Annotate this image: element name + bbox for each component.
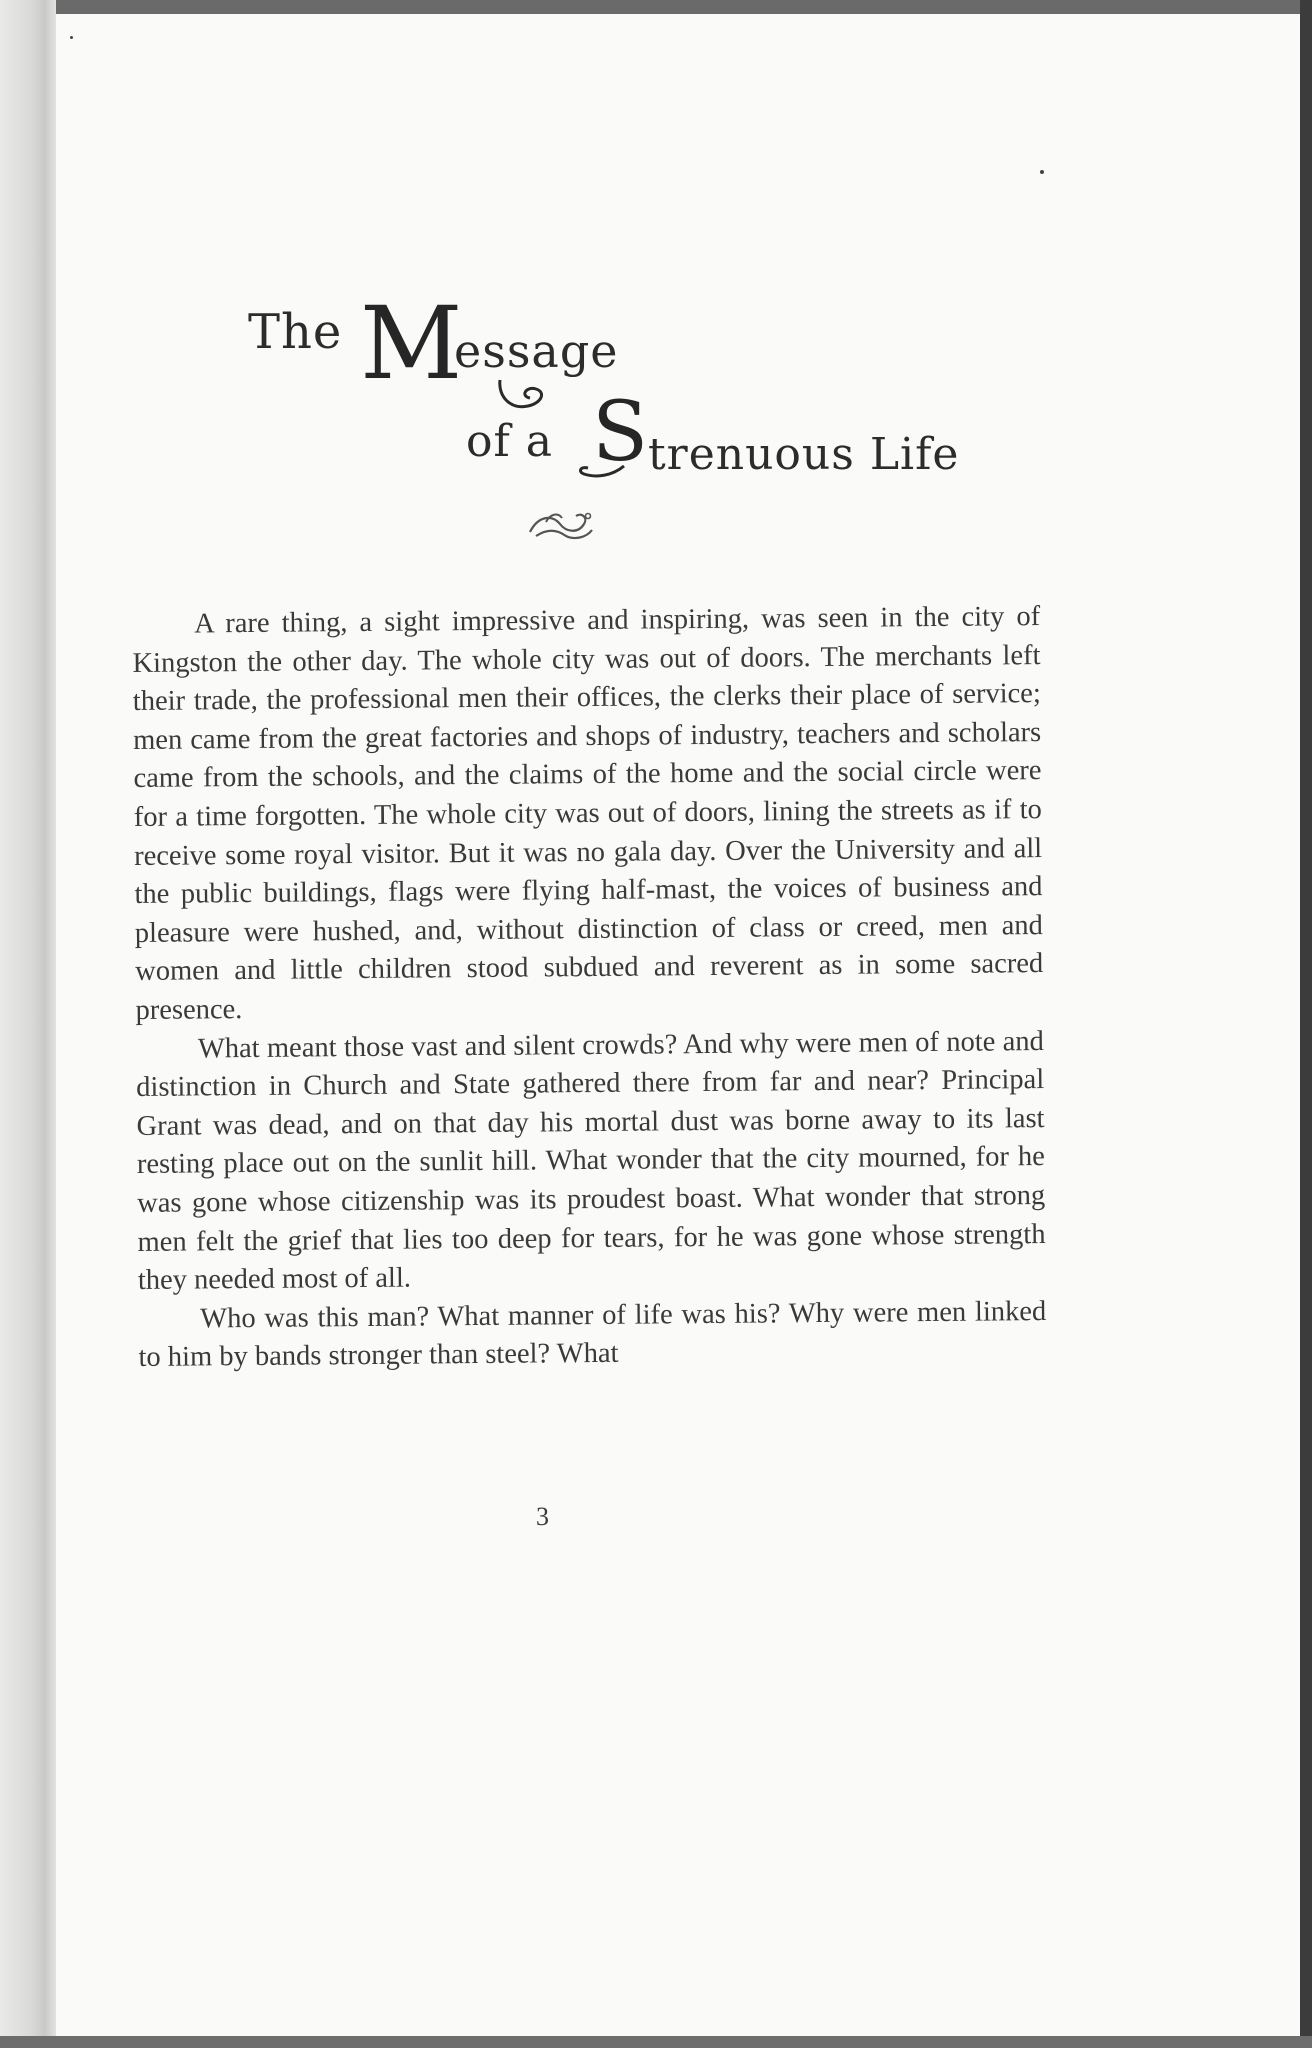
page-number: 3: [536, 1502, 549, 1531]
paragraph-3: Who was this man? What manner of life was his? Why were men linked to him by bands stronger than steel? What: [138, 1295, 1047, 1374]
body-text: [132, 598, 1047, 1378]
paragraph-1: A rare thing, a sight impressive and inspiring, was seen in the city of Kingston the other day. The whole city was out of doors. The merchants left their trade, the professional men their offices, the clerks their place of service; men came from the great factories and shops of industry, teachers and scholars came from the schools, and the claims of the home and the social circle were for a time forgotten. The whole city was out of doors, lining the streets as if to receive some royal visitor. But it was no gala day. Over the University and all the public buildings, flags were flying half-mast, the voices of business and pleasure were hushed, and, without distinction of class or creed, men and women and little children stood subdued and reverent as in some sacred presence.: [132, 601, 1044, 1026]
heading-initial-s: S: [592, 385, 649, 480]
floral-ornament-icon: [526, 508, 598, 542]
scan-bottom-edge: [0, 2036, 1312, 2048]
heading-word-essage: essage: [454, 324, 619, 378]
heading-initial-m: M: [360, 285, 463, 402]
book-page: [56, 14, 1300, 2036]
scan-right-edge: [1300, 0, 1312, 2048]
scan-speck: [70, 36, 73, 39]
paragraph-2: What meant those vast and silent crowds? And why were men of note and distinction in Church and State gathered there from far and near? Principal Grant was dead, and on that day his mortal dust was borne away to its last resting place out on the sunlit hill. What wonder that the city mourned, for he was gone whose citizenship was its proudest boast. What wonder that strong men felt the grief that lies too deep for tears, for he was gone whose strength they needed most of all.: [136, 1025, 1046, 1297]
scan-top-edge: [0, 0, 1312, 14]
initial-m-swash: [496, 376, 556, 416]
heading-word-the: The: [248, 304, 343, 360]
heading-word-of-a: of a: [466, 416, 553, 467]
book-gutter: [0, 0, 56, 2048]
scan-speck: [1040, 170, 1044, 174]
heading-word-strenuous-life: trenuous Life: [648, 429, 960, 480]
chapter-heading: [56, 14, 1300, 574]
